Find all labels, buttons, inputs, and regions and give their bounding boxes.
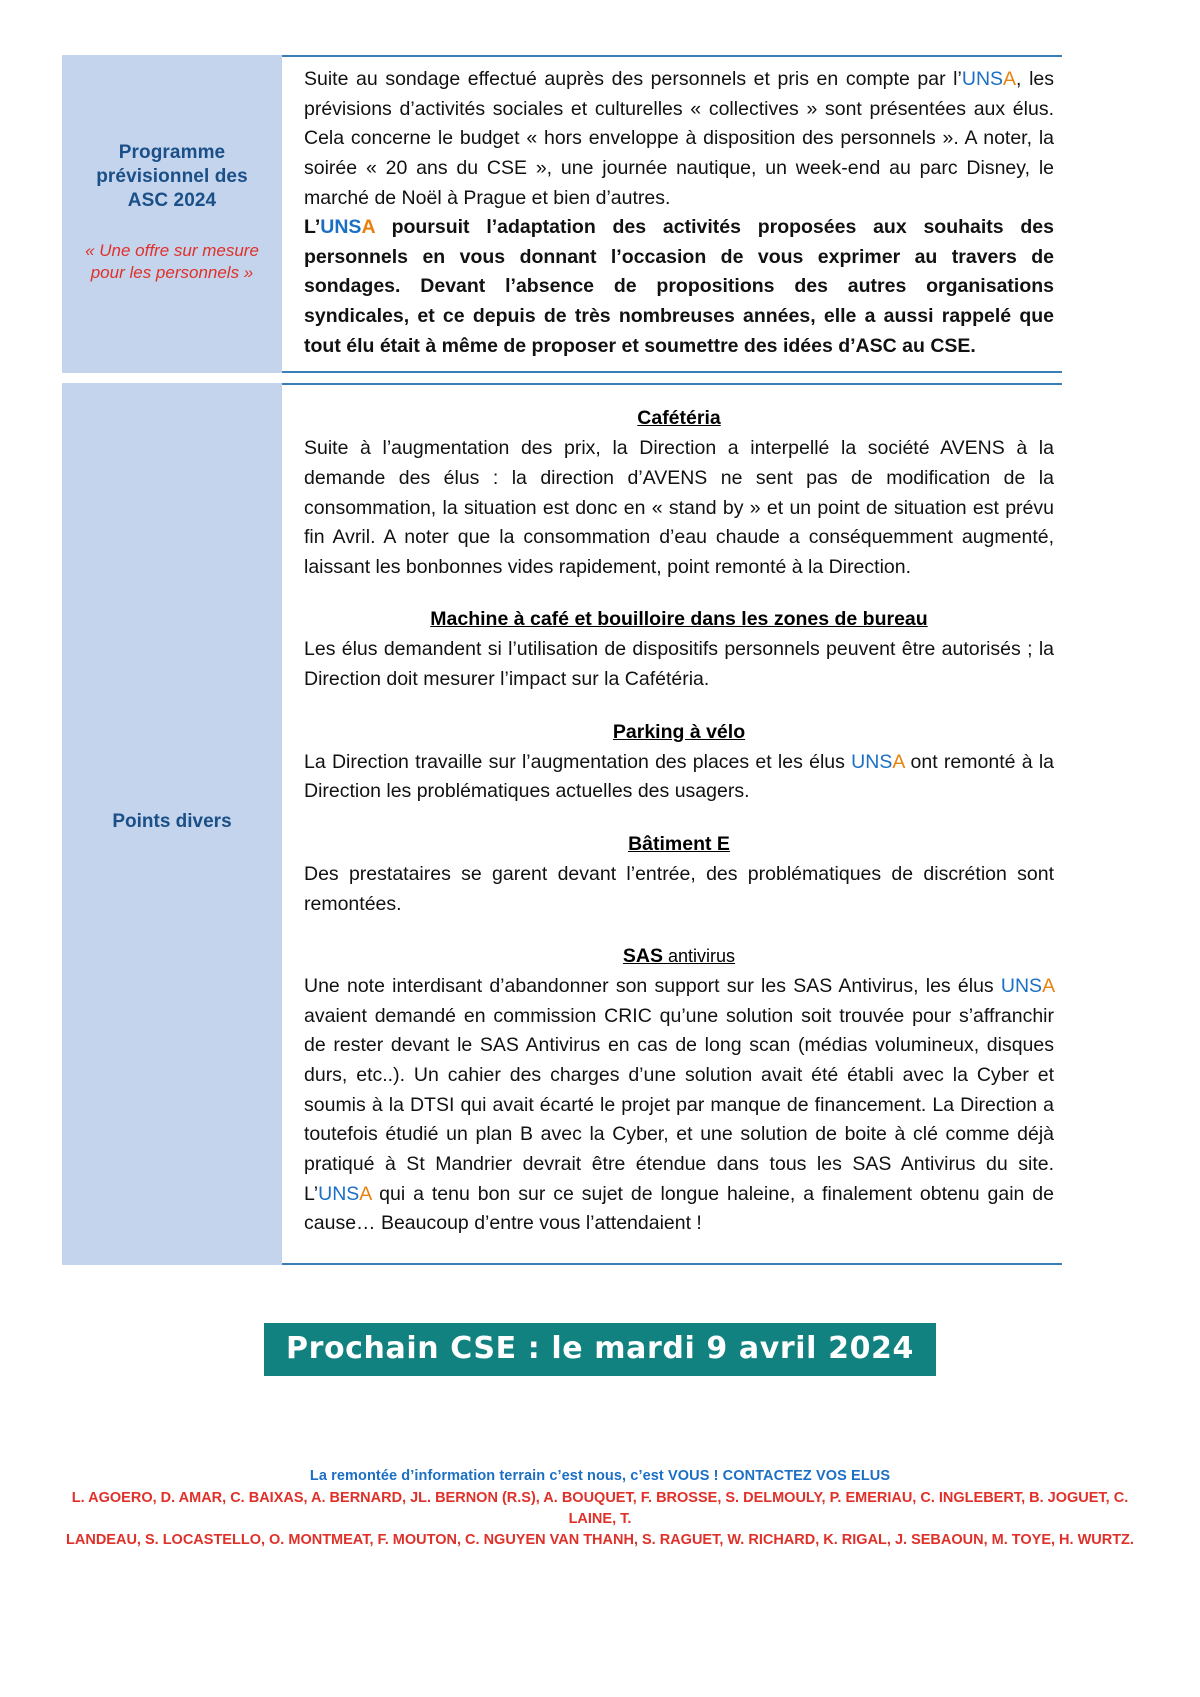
paragraph-parking-velo: La Direction travaille sur l’augmentation des places et les élus UNSA ont remonté à la Direction les problématiques actuelles des usagers. (304, 750, 1055, 803)
unsa-logo-text-blue: UNS (318, 1182, 360, 1205)
heading-machine-cafe: Machine à café et bouilloire dans les zones de bureau (430, 608, 928, 631)
unsa-logo-text-blue: UNS (1000, 975, 1043, 998)
paragraph-machine-cafe: Les élus demandent si l’utilisation de dispositifs personnels peuvent être autorisés ; la Direction doit mesurer l’impact sur la Cafétéria. (304, 638, 1054, 690)
unsa-logo-text-orange: A (892, 750, 905, 773)
unsa-logo-text-orange: A (359, 1182, 372, 1205)
unsa-logo-text-blue: UNS (320, 216, 362, 239)
section-label-title (96, 141, 248, 214)
paragraph-sas-antivirus: Une note interdisant d’abandonner son support sur les SAS Antivirus, les élus UNSA avaient demandé en commission CRIC qu’une solution soit trouvée pour s’affranchir de rester devant le SAS Antivirus en cas de long scan (médias volumineux, disques durs, etc..). Un cahier des charges d’une solution avait été établi avec la Cyber et soumis à la DTSI qui avait écarté le projet par manque de financement. La Direction a toutefois étudié un plan B avec la Cyber, et une solution de boite à clé comme déjà pratiqué à St Mandrier devrait être étendue dans tous les SAS Antivirus du site. L’UNSA qui a tenu bon sur ce sujet de longue haleine, a finalement obtenu gain de cause… Beaucoup d’entre vous l’attendaient ! (304, 975, 1054, 1235)
next-meeting-banner-wrap (0, 1323, 1200, 1376)
section-label-programme (62, 55, 282, 373)
section-label-title: Points divers (112, 811, 232, 832)
label-title-line2: prévisionnel des (96, 165, 248, 187)
section-points-divers (62, 383, 1062, 1265)
heading-sas-big: SAS (622, 945, 664, 968)
unsa-logo-text-blue: UNS (851, 750, 893, 773)
label-gap-cell (62, 373, 282, 383)
section-programme-asc (62, 55, 1062, 373)
newsletter-body (62, 55, 1062, 1265)
heading-parking-velo: Parking à vélo (612, 720, 746, 743)
label-title-line1: Programme (118, 141, 226, 163)
next-meeting-banner: Prochain CSE : le mardi 9 avril 2024 (264, 1323, 936, 1376)
section-content-programme (282, 55, 1062, 373)
content-gap-cell (282, 373, 1062, 383)
unsa-logo-text-orange: A (361, 216, 375, 239)
unsa-logo-text-blue: UNS (961, 68, 1004, 90)
paragraph-cafeteria: Suite à l’augmentation des prix, la Direction a interpellé la société AVENS à la demande des élus : la direction d’AVENS ne sent pas de modification de la consommation, la situation est donc en « stand by » et un point de situation est prévu fin Avril. A noter que la consommation d’eau chaude a conséquemment augmenté, laissant les bonbonnes vides rapidement, point remonté à la Direction. (304, 437, 1054, 578)
paragraph-batiment-e: Des prestataires se garent devant l’entrée, des problématiques de discrétion sont remontées. (304, 862, 1054, 915)
section-label-subtitle: « Une offre sur mesure pour les personnels » (85, 240, 259, 282)
paragraph-asc-intro: Suite au sondage effectué auprès des personnels et pris en compte par l’UNSA, les prévisions d’activités sociales et culturelles « collectives » sont présentées aux élus. Cela concerne le budget « hors enveloppe à disposition des personnels ». A noter, la soirée « 20 ans du CSE », une journée nautique, un week-end au parc Disney, le marché de Noël à Prague et bien d’autres. (304, 68, 1054, 209)
unsa-logo-text-orange: A (1042, 975, 1054, 998)
section-label-points-divers (62, 383, 282, 1265)
heading-sas-antivirus (304, 945, 1054, 968)
footer-names-line2: LANDEAU, S. LOCASTELLO, O. MONTMEAT, F. MOUTON, C. NGUYEN VAN THANH, S. RAGUET, W. RICHARD, K. RIGAL, J. SEBAOUN, M. TOYE, H. WURTZ. (66, 1532, 1134, 1549)
label-column-gap (62, 373, 1062, 383)
heading-cafeteria: Cafétéria (637, 407, 721, 430)
footer-elected-names (0, 1488, 1200, 1551)
paragraph-asc-unsa: L’UNSA poursuit l’adaptation des activités proposées aux souhaits des personnels en vous donnant l’occasion de vous exprimer au travers de sondages. Devant l’absence de propositions des autres organisations syndicales, et ce depuis de très nombreuses années, elle a aussi rappelé que tout élu était à même de proposer et soumettre des idées d’ASC au CSE. (304, 216, 1054, 357)
unsa-logo-text-orange: A (1003, 68, 1017, 90)
footer-names-line1: L. AGOERO, D. AMAR, C. BAIXAS, A. BERNARD, JL. BERNON (R.S), A. BOUQUET, F. BROSSE, S. DELMOULY, P. EMERIAU, C. INGLEBERT, B. JOGUET, C. LAINE, T. (71, 1490, 1129, 1528)
heading-sas-small: antivirus (663, 946, 736, 967)
footer-lead-text: La remontée d’information terrain c’est nous, c’est VOUS ! CONTACTEZ VOS ELUS (309, 1468, 891, 1484)
footer (0, 1468, 1200, 1551)
section-content-points-divers (282, 383, 1062, 1265)
label-title-line3: ASC 2024 (127, 190, 217, 212)
heading-batiment-e: Bâtiment E (628, 832, 730, 855)
